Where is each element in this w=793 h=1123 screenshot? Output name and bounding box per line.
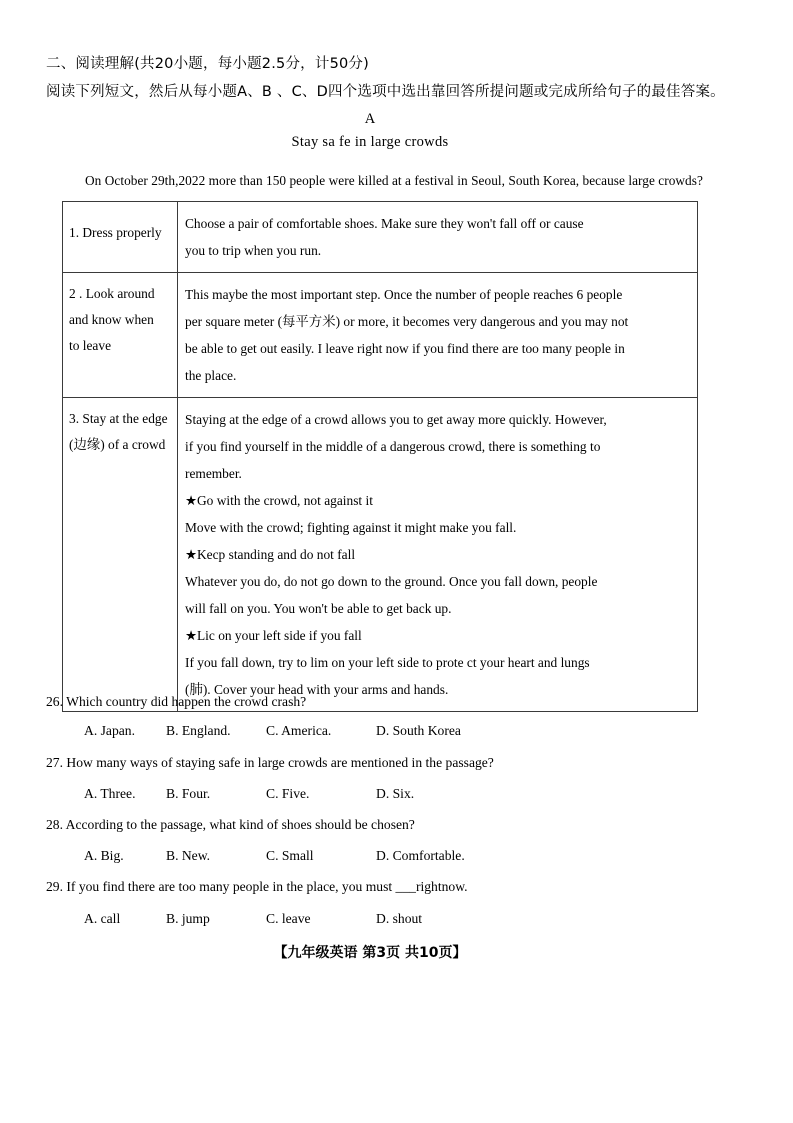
tip-label-line: 1. Dress properly (69, 225, 162, 240)
tip-label-line: (边缘) of a crowd (69, 437, 166, 452)
tip-body-line: you to trip when you run. (185, 243, 322, 258)
tip-label-line: to leave (69, 338, 112, 353)
tip-body-line: per square meter (每平方米) or more, it becomes very dangerous and you may not (185, 314, 629, 329)
option-c[interactable]: C. America. (266, 723, 332, 738)
option-d[interactable]: D. Comfortable. (376, 848, 465, 863)
tip-label-line: 2 . Look around (69, 286, 155, 301)
tip-body-line: ★Kecp standing and do not fall (185, 547, 356, 562)
tip-body-line: if you find yourself in the middle of a dangerous crowd, there is something to (185, 439, 601, 454)
table-cell-body (178, 273, 698, 398)
question-29-text: 29. If you find there are too many people in the place, you must ___rightnow. (46, 879, 468, 894)
option-a[interactable]: A. call (84, 911, 121, 926)
option-c[interactable]: C. Five. (266, 786, 310, 801)
option-d[interactable]: D. shout (376, 911, 423, 926)
tip-body-line: If you fall down, try to lim on your left side to prote ct your heart and lungs (185, 655, 590, 670)
option-b[interactable]: B. England. (166, 723, 231, 738)
question-27-text: 27. How many ways of staying safe in large crowds are mentioned in the passage? (46, 755, 494, 770)
table-cell-label (63, 202, 178, 273)
tip-body-line: Whatever you do, do not go down to the ground. Once you fall down, people (185, 574, 598, 589)
page-footer: 【九年级英语 第3页 共10页】 (273, 945, 467, 961)
safety-tips-table (62, 201, 698, 712)
option-b[interactable]: B. Four. (166, 786, 211, 801)
tip-body-line: Staying at the edge of a crowd allows you to get away more quickly. However, (185, 412, 607, 427)
tip-body-line: Choose a pair of comfortable shoes. Make sure they won't fall off or cause (185, 216, 584, 231)
option-a[interactable]: A. Big. (84, 848, 124, 863)
tip-body-line: ★Lic on your left side if you fall (185, 628, 362, 643)
table-cell-body (178, 398, 698, 712)
section-instruction: 阅读下列短文，然后从每小题A、B 、C、D四个选项中选出靠回答所提问题或完成所给句子的最佳答案。 (46, 84, 725, 100)
table-row (63, 398, 698, 712)
option-c[interactable]: C. leave (266, 911, 311, 926)
tip-body-line: be able to get out easily. I leave right now if you find there are too many people in (185, 341, 625, 356)
tip-body-line: remember. (185, 466, 242, 481)
option-a[interactable]: A. Three. (84, 786, 136, 801)
passage-letter: A (364, 111, 376, 127)
option-d[interactable]: D. Six. (376, 786, 415, 801)
tip-body-line: will fall on you. You won't be able to get back up. (185, 601, 452, 616)
table-row (63, 202, 698, 273)
table-cell-body (178, 202, 698, 273)
passage-title: Stay sa fe in large crowds (291, 134, 449, 150)
passage-intro: On October 29th,2022 more than 150 people were killed at a festival in Seoul, South Korea, because large crowds? (85, 173, 703, 188)
table-row (63, 273, 698, 398)
option-b[interactable]: B. jump (166, 911, 210, 926)
tip-label-line: 3. Stay at the edge (69, 411, 168, 426)
section-heading: 二、阅读理解(共20小题，每小题2.5分，计50分) (46, 56, 369, 72)
option-a[interactable]: A. Japan. (84, 723, 135, 738)
option-d[interactable]: D. South Korea (376, 723, 461, 738)
table-cell-label (63, 398, 178, 712)
question-28-text: 28. According to the passage, what kind of shoes should be chosen? (46, 817, 415, 832)
tip-label-line: and know when (69, 312, 154, 327)
tip-body-line: the place. (185, 368, 237, 383)
tip-body-line: Move with the crowd; fighting against it might make you fall. (185, 520, 517, 535)
option-c[interactable]: C. Small (266, 848, 314, 863)
table-cell-label (63, 273, 178, 398)
tip-body-line: This maybe the most important step. Once the number of people reaches 6 people (185, 287, 623, 302)
option-b[interactable]: B. New. (166, 848, 211, 863)
tip-body-line: (肺). Cover your head with your arms and hands. (185, 682, 449, 697)
question-26-text: 26. Which country did happen the crowd crash? (46, 694, 307, 709)
tip-body-line: ★Go with the crowd, not against it (185, 493, 373, 508)
